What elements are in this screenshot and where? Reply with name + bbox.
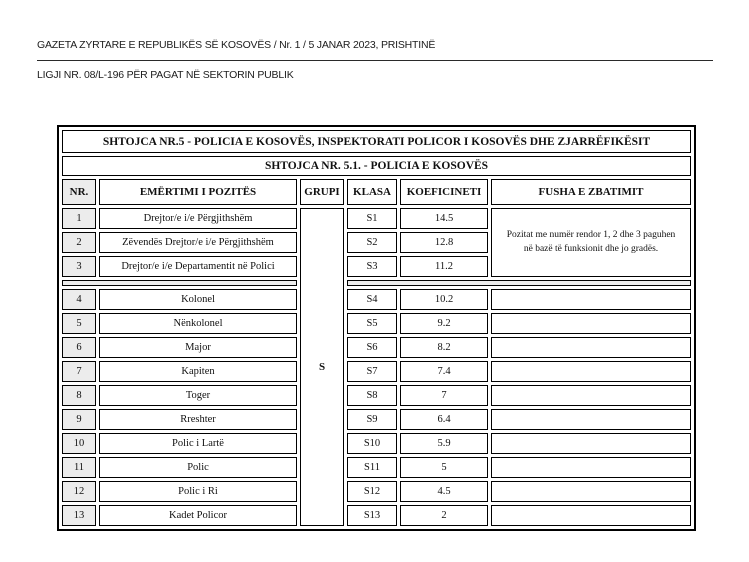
position-cell: Nënkolonel: [99, 313, 297, 334]
row-number-cell: 13: [62, 505, 96, 526]
separator-row: [62, 280, 691, 286]
coefficient-cell: 5: [400, 457, 488, 478]
column-header-pozita: EMËRTIMI I POZITËS: [99, 179, 297, 205]
position-cell: Polic: [99, 457, 297, 478]
position-cell: Drejtor/e i/e Departamentit në Polici: [99, 256, 297, 277]
coefficient-cell: 5.9: [400, 433, 488, 454]
table-row: [62, 313, 691, 334]
column-header-fusha: FUSHA E ZBATIMIT: [491, 179, 691, 205]
row-number-cell: 2: [62, 232, 96, 253]
column-header-row: [62, 179, 691, 205]
column-header-nr: NR.: [62, 179, 96, 205]
class-cell: S13: [347, 505, 397, 526]
column-header-grupi: GRUPI: [300, 179, 344, 205]
class-cell: S7: [347, 361, 397, 382]
coefficient-cell: 6.4: [400, 409, 488, 430]
fusha-empty-cell: [491, 313, 691, 334]
fusha-empty-cell: [491, 385, 691, 406]
class-cell: S11: [347, 457, 397, 478]
coefficient-cell: 7.4: [400, 361, 488, 382]
row-number-cell: 3: [62, 256, 96, 277]
position-cell: Polic i Lartë: [99, 433, 297, 454]
position-cell: Zëvendës Drejtor/e i/e Përgjithshëm: [99, 232, 297, 253]
coefficient-cell: 9.2: [400, 313, 488, 334]
group-cell: S: [300, 208, 344, 526]
table-row: [62, 361, 691, 382]
position-cell: Toger: [99, 385, 297, 406]
row-number-cell: 9: [62, 409, 96, 430]
coefficient-cell: 8.2: [400, 337, 488, 358]
fusha-empty-cell: [491, 433, 691, 454]
coefficient-cell: 14.5: [400, 208, 488, 229]
position-cell: Polic i Ri: [99, 481, 297, 502]
coefficient-cell: 11.2: [400, 256, 488, 277]
fusha-empty-cell: [491, 337, 691, 358]
application-note-cell: Pozitat me numër rendor 1, 2 dhe 3 paguhen në bazë të funksionit dhe jo gradës.: [491, 208, 691, 277]
coefficient-cell: 12.8: [400, 232, 488, 253]
table-subtitle: SHTOJCA NR. 5.1. - POLICIA E KOSOVËS: [62, 156, 691, 176]
fusha-empty-cell: [491, 409, 691, 430]
row-number-cell: 1: [62, 208, 96, 229]
separator-strip-right: [347, 280, 691, 286]
fusha-empty-cell: [491, 361, 691, 382]
separator-strip-left: [62, 280, 297, 286]
class-cell: S2: [347, 232, 397, 253]
position-cell: Drejtor/e i/e Përgjithshëm: [99, 208, 297, 229]
fusha-empty-cell: [491, 481, 691, 502]
table-row: [62, 457, 691, 478]
class-cell: S10: [347, 433, 397, 454]
coefficient-cell: 2: [400, 505, 488, 526]
table-row: [62, 409, 691, 430]
page-header: [37, 39, 713, 81]
table-title-row: [62, 130, 691, 153]
row-number-cell: 12: [62, 481, 96, 502]
row-number-cell: 4: [62, 289, 96, 310]
position-cell: Kolonel: [99, 289, 297, 310]
table-row: [62, 337, 691, 358]
table-row: [62, 481, 691, 502]
table-row: [62, 433, 691, 454]
class-cell: S3: [347, 256, 397, 277]
row-number-cell: 5: [62, 313, 96, 334]
row-number-cell: 10: [62, 433, 96, 454]
fusha-empty-cell: [491, 289, 691, 310]
column-header-koeficienti: KOEFICINETI: [400, 179, 488, 205]
fusha-empty-cell: [491, 457, 691, 478]
class-cell: S9: [347, 409, 397, 430]
class-cell: S1: [347, 208, 397, 229]
position-cell: Rreshter: [99, 409, 297, 430]
table-row: [62, 385, 691, 406]
annex-5-pay-table: [57, 125, 696, 531]
table-subtitle-row: [62, 156, 691, 176]
position-cell: Kadet Policor: [99, 505, 297, 526]
row-number-cell: 7: [62, 361, 96, 382]
position-cell: Kapiten: [99, 361, 297, 382]
law-title-line: LIGJI NR. 08/L-196 PËR PAGAT NË SEKTORIN PUBLIK: [37, 69, 294, 81]
class-cell: S6: [347, 337, 397, 358]
table-row: [62, 505, 691, 526]
class-cell: S4: [347, 289, 397, 310]
coefficient-cell: 7: [400, 385, 488, 406]
class-cell: S12: [347, 481, 397, 502]
fusha-empty-cell: [491, 505, 691, 526]
row-number-cell: 8: [62, 385, 96, 406]
class-cell: S8: [347, 385, 397, 406]
table-title: SHTOJCA NR.5 - POLICIA E KOSOVËS, INSPEKTORATI POLICOR I KOSOVËS DHE ZJARRËFIKËSIT: [62, 130, 691, 153]
row-number-cell: 11: [62, 457, 96, 478]
table-row: [62, 289, 691, 310]
row-number-cell: 6: [62, 337, 96, 358]
coefficient-cell: 10.2: [400, 289, 488, 310]
column-header-klasa: KLASA: [347, 179, 397, 205]
coefficient-cell: 4.5: [400, 481, 488, 502]
gazette-header-line: GAZETA ZYRTARE E REPUBLIKËS SË KOSOVËS / Nr. 1 / 5 JANAR 2023, PRISHTINË: [37, 39, 713, 61]
position-cell: Major: [99, 337, 297, 358]
table-row: [62, 208, 691, 229]
class-cell: S5: [347, 313, 397, 334]
